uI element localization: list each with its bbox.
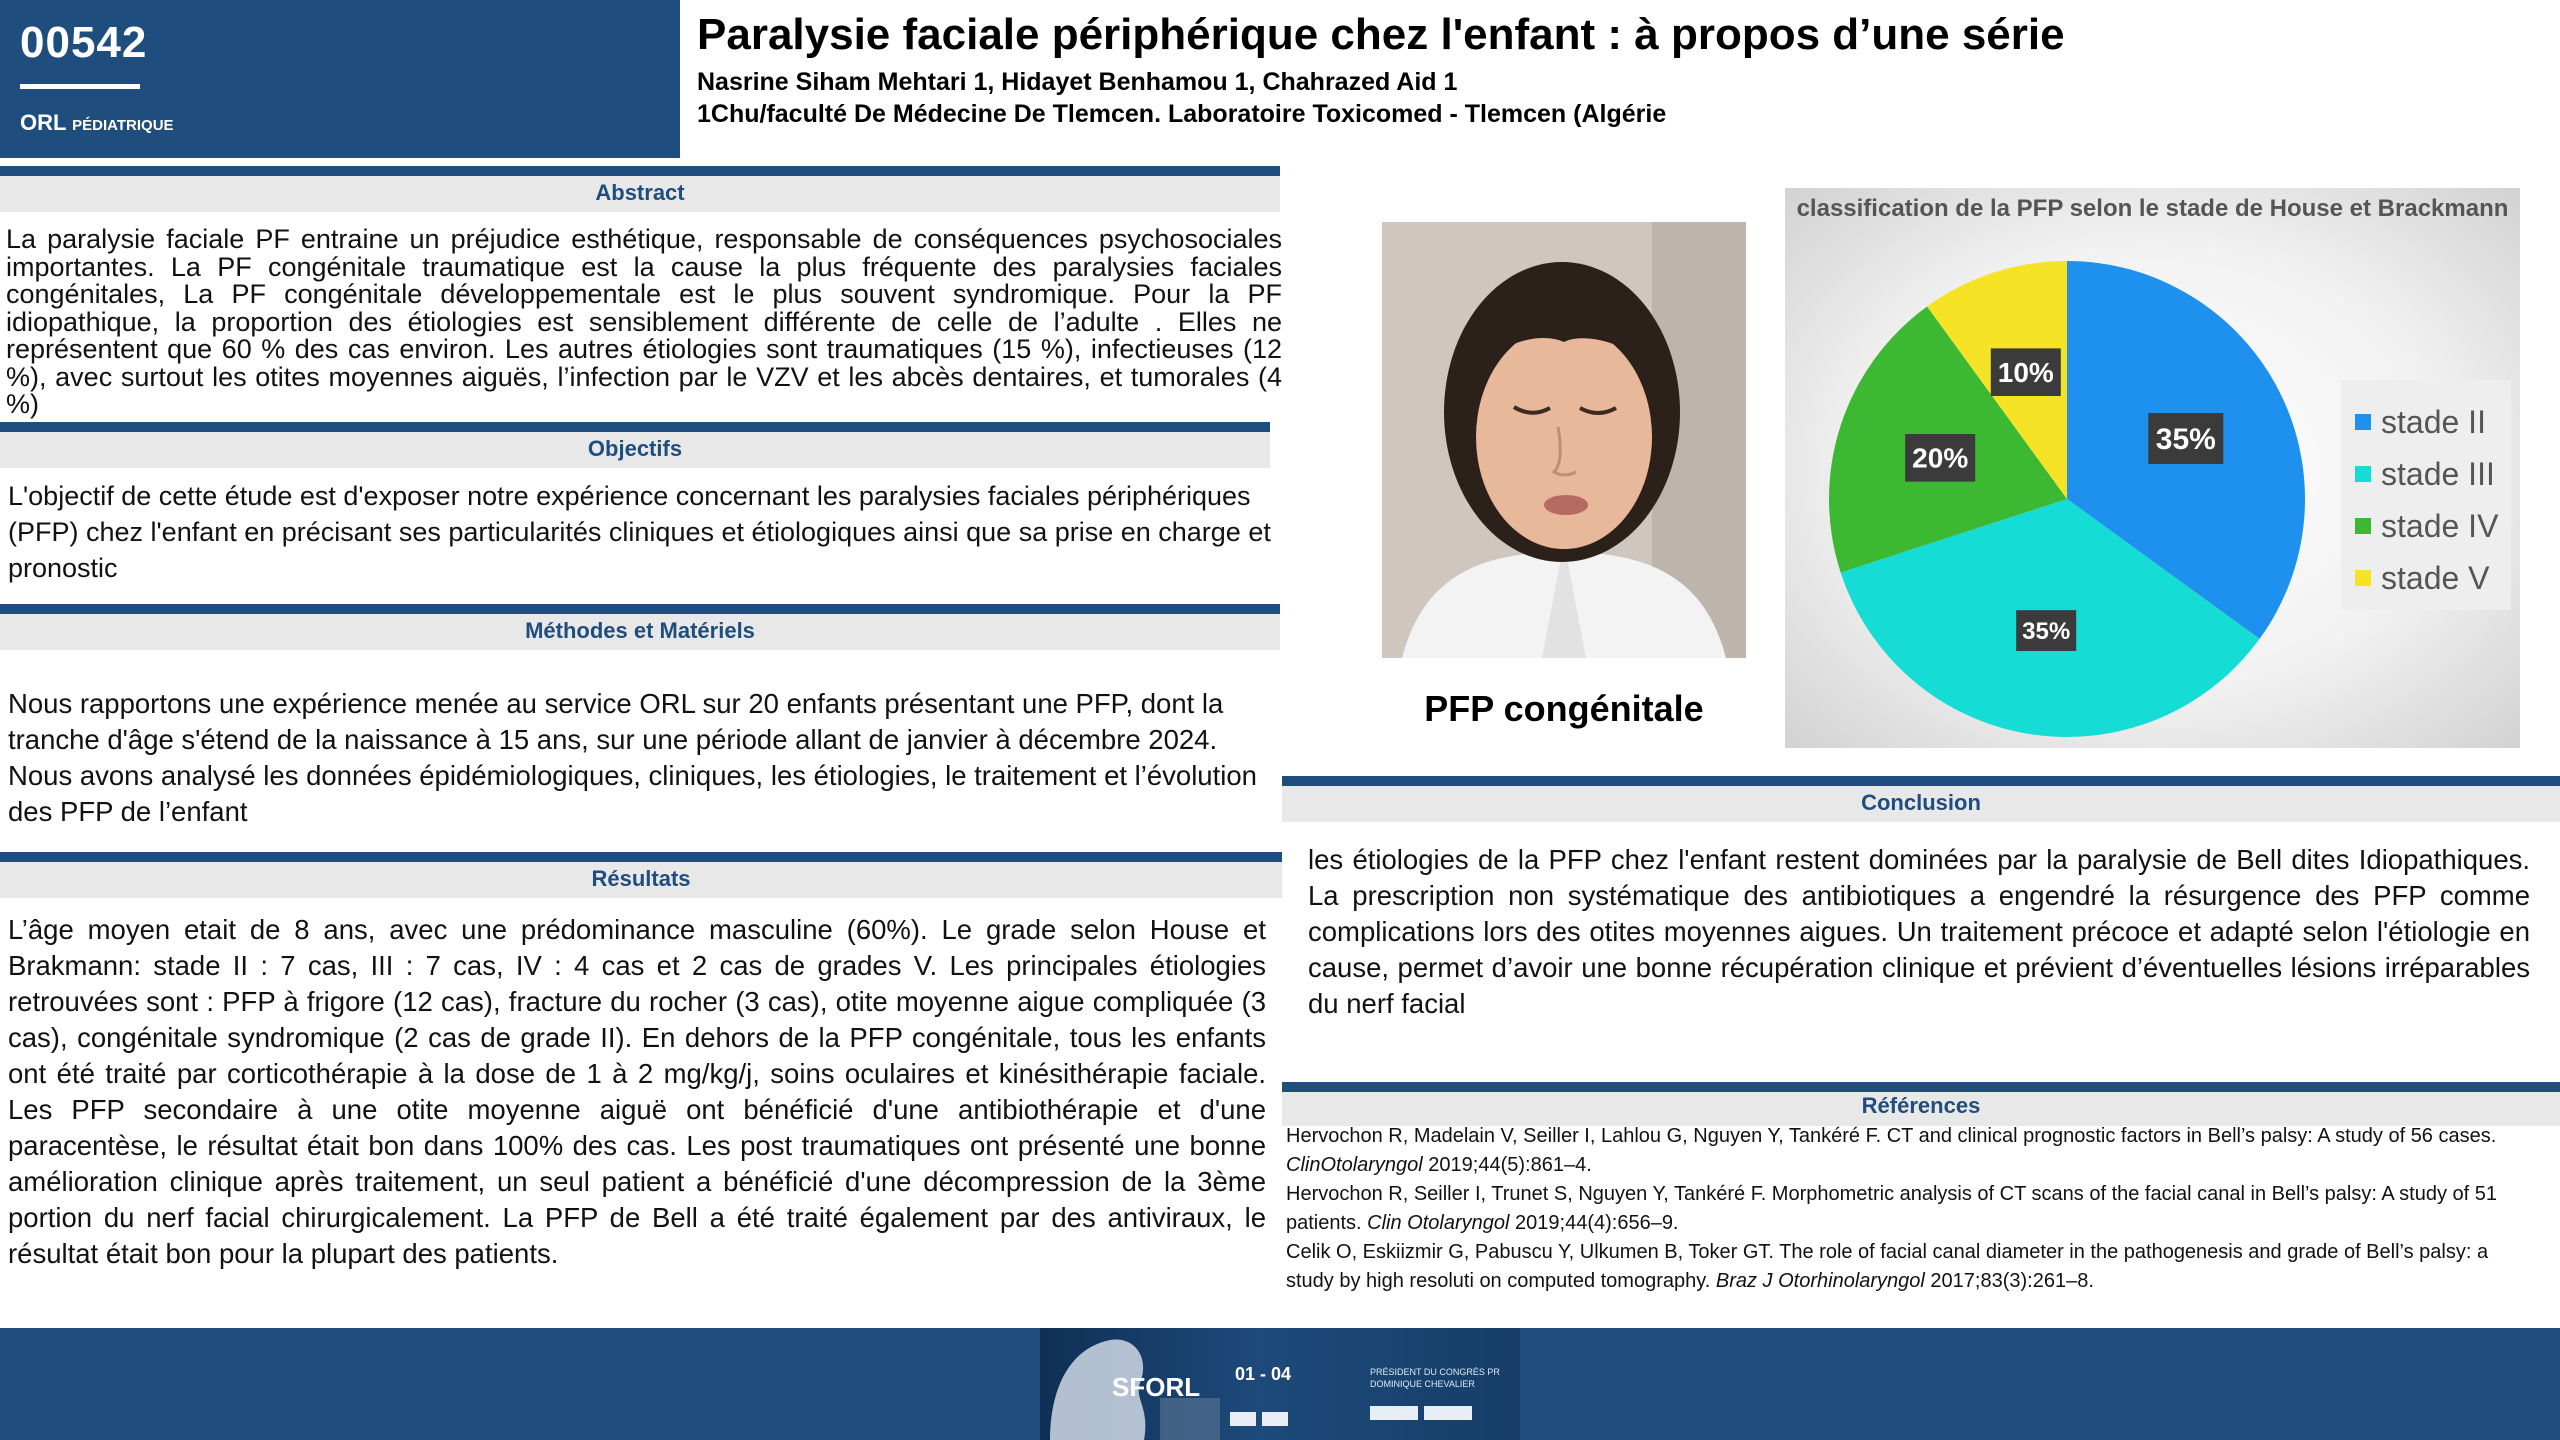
poster-authors: Nasrine Siham Mehtari 1, Hidayet Benhamou 1, Chahrazed Aid 1 <box>697 68 1458 96</box>
poster-title: Paralysie faciale périphérique chez l'enfant : à propos d’une série <box>697 10 2065 59</box>
legend-swatch <box>2355 518 2371 534</box>
abstract-header <box>0 166 1280 212</box>
objectifs-header <box>0 422 1270 468</box>
banner-dates: 01 - 04 <box>1235 1364 1292 1384</box>
data-label: 20% <box>1912 442 1969 474</box>
references-heading: Références <box>1861 1093 1981 1118</box>
reference-citation: 2019;44(4):656–9. <box>1509 1212 1679 1234</box>
conclusion-text: les étiologies de la PFP chez l'enfant restent dominées par la paralysie de Bell dites Idiopathiques. La prescription non systématique des antibiotiques a engendré la résurgence des PFP comme complications lors des otites moyennes aigues. Un traitement précoce et adapté selon l'étiologie en cause, permet d’avoir une bonne récupération clinique et prévient d’éventuelles lésions irréparables du nerf facial <box>1308 844 2530 1019</box>
legend-item <box>2355 552 2511 604</box>
banner-president: PRÉSIDENT DU CONGRÈS PR DOMINIQUE CHEVALIER <box>1370 1367 1500 1389</box>
poster-number: 00542 <box>20 18 148 67</box>
legend-label: stade IV <box>2381 507 2499 544</box>
legend-swatch <box>2355 466 2371 482</box>
references-header <box>1282 1082 2560 1126</box>
legend-label: stade III <box>2381 455 2495 492</box>
reference-item <box>1286 1122 2536 1180</box>
reference-item <box>1286 1238 2536 1296</box>
legend-item <box>2355 448 2511 500</box>
id-divider <box>20 84 140 89</box>
data-label: 35% <box>2022 618 2071 645</box>
conclusion-header <box>1282 776 2560 822</box>
methodes-heading: Méthodes et Matériels <box>525 618 755 643</box>
reference-list <box>1286 1122 2536 1296</box>
chart-legend <box>2341 380 2511 610</box>
poster-affiliation: 1Chu/faculté De Médecine De Tlemcen. Laboratoire Toxicomed - Tlemcen (Algérie <box>697 100 1667 128</box>
reference-journal: Braz J Otorhinolaryngol <box>1715 1270 1925 1292</box>
resultats-heading: Résultats <box>591 866 691 891</box>
legend-item <box>2355 500 2511 552</box>
poster-category: ORL pédiatrique <box>20 110 174 135</box>
chart-title: classification de la PFP selon le stade de House et Brackmann <box>1796 195 2509 222</box>
poster-id-block <box>0 0 680 158</box>
reference-citation: 2017;83(3):261–8. <box>1924 1270 2094 1292</box>
data-label: 35% <box>2155 423 2216 456</box>
legend-label: stade II <box>2381 403 2486 440</box>
reference-item <box>1286 1180 2536 1238</box>
banner-brand: SFORL <box>1112 1372 1201 1402</box>
data-label: 10% <box>1997 357 2054 388</box>
resultats-header <box>0 852 1282 898</box>
methodes-text: Nous rapportons une expérience menée au service ORL sur 20 enfants présentant une PFP, dont la tranche d'âge s'étend de la naissance à 15 ans, sur une période allant de janvier à décembre 2024. Nous avons analysé les données épidémiologiques, cliniques, les étiologies, le traitement et l’évolution des PFP de l’enfant <box>8 688 1257 827</box>
legend-item <box>2355 396 2511 448</box>
reference-journal: Clin Otolaryngol <box>1367 1212 1510 1234</box>
methodes-header <box>0 604 1280 650</box>
objectifs-text: L'objectif de cette étude est d'exposer notre expérience concernant les paralysies faciales périphériques (PFP) chez l'enfant en précisant ses particularités cliniques et étiologiques ainsi que sa prise en charge et pronostic <box>8 481 1271 583</box>
legend-label: stade V <box>2381 559 2490 596</box>
pie-chart <box>1785 188 2520 748</box>
patient-photo-illustration <box>1382 222 1746 658</box>
resultats-text: L’âge moyen etait de 8 ans, avec une prédominance masculine (60%). Le grade selon House et Brakmann: stade II : 7 cas, III : 7 cas, IV : 4 cas et 2 cas de grades V. Les principales étiologies retrouvées sont : PFP à frigore (12 cas), fracture du rocher (3 cas), otite moyenne aigue compliquée (3 cas), congénitale syndromique (2 cas de grade II). En dehors de la PFP congénitale, tous les enfants ont été traité par corticothérapie à la dose de 1 à 2 mg/kg/j, soins oculaires et kinésithérapie faciale. Les PFP secondaire à une otite moyenne aiguë ont bénéficié d'une antibiothérapie et d'une paracentèse, le résultat était bon dans 100% des cas. Les post traumatiques ont présenté une bonne amélioration clinique après traitement, un seul patient a bénéficié d'une décompression de la 3ème portion du nerf facial chirurgicalement. La PFP de Bell a été traité également par des antiviraux, le résultat était bon pour la plupart des patients. <box>8 914 1266 1269</box>
reference-authors-title: Celik O, Eskiizmir G, Pabuscu Y, Ulkumen B, Toker GT. The role of facial canal diameter in the pathogenesis and grade of Bell’s palsy: a study by high resoluti on computed tomography. <box>1286 1241 2489 1292</box>
congress-banner <box>1040 1328 1520 1440</box>
photo-caption: PFP congénitale <box>1424 688 1704 729</box>
reference-citation: 2019;44(5):861–4. <box>1422 1154 1592 1176</box>
abstract-text: La paralysie faciale PF entraine un préjudice esthétique, responsable de conséquences psychosociales importantes. La PF congénitale traumatique est la cause la plus fréquente des paralysies faciales congénitales, La PF congénitale développementale est le plus souvent syndromique. Pour la PF idiopathique, la proportion des étiologies est sensiblement différente de celle de l’adulte . Elles ne représentent que 60 % des cas environ. Les autres étiologies sont traumatiques (15 %), infectieuses (12 %), avec surtout les otites moyennes aiguës, l’infection par le VZV et les abcès dentaires, et tumorales (4 %) <box>6 224 1282 419</box>
conclusion-heading: Conclusion <box>1861 790 1981 815</box>
reference-authors-title: Hervochon R, Madelain V, Seiller I, Lahlou G, Nguyen Y, Tankéré F. CT and clinical prognostic factors in Bell’s palsy: A study of 56 cases. <box>1286 1125 2497 1147</box>
abstract-heading: Abstract <box>595 180 685 205</box>
objectifs-heading: Objectifs <box>587 436 683 461</box>
reference-authors-title: Hervochon R, Seiller I, Trunet S, Nguyen Y, Tankéré F. Morphometric analysis of CT scans of the facial canal in Bell’s palsy: A study of 51 patients. <box>1286 1183 2497 1234</box>
patient-photo <box>1382 222 1746 658</box>
legend-swatch <box>2355 414 2371 430</box>
reference-journal: ClinOtolaryngol <box>1286 1154 1423 1176</box>
legend-swatch <box>2355 570 2371 586</box>
